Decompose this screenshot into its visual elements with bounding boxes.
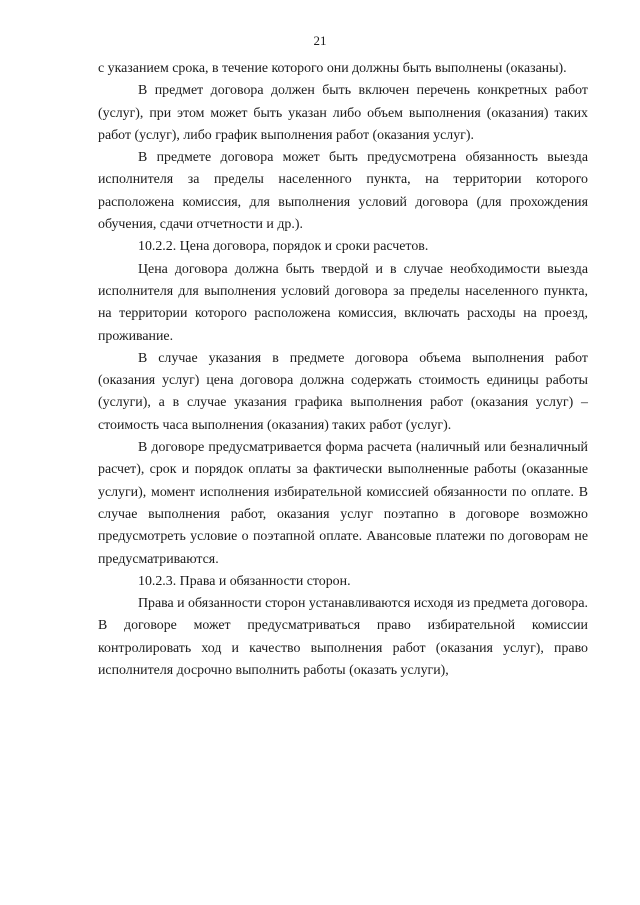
paragraph-unit-cost: В случае указания в предмете договора объема выполнения работ (оказания услуг) цена договора должна содержать стоимость единицы работы (услуги), а в случае указания графика выполнения работ (оказания услуг) – стоимость часа выполнения (оказания) таких работ (услуг). [98, 350, 588, 433]
document-body [98, 58, 588, 682]
paragraph-continuation: с указанием срока, в течение которого они должны быть выполнены (оказаны). [98, 61, 567, 76]
paragraph-payment-form: В договоре предусматривается форма расчета (наличный или безналичный расчет), срок и порядок оплаты за фактически выполненные работы (оказанные услуги), момент исполнения избирательной комиссией обязанности по оплате. В случае выполнения работ, оказания услуг поэтапно в договоре возможно предусмотреть условие о поэтапной оплате. Авансовые платежи по договорам не предусматриваются. [98, 440, 588, 567]
paragraph-travel-obligation: В предмете договора может быть предусмотрена обязанность выезда исполнителя за пределы населенного пункта, на территории которого расположена комиссия, для выполнения условий договора (для прохождения обучения, сдачи отчетности и др.). [98, 150, 588, 233]
paragraph-fixed-price: Цена договора должна быть твердой и в случае необходимости выезда исполнителя для выполнения условий договора за пределы населенного пункта, на территории которого расположена комиссия, включать расходы на проезд, проживание. [98, 261, 588, 344]
section-heading-rights: 10.2.3. Права и обязанности сторон. [138, 573, 351, 589]
section-heading-price: 10.2.2. Цена договора, порядок и сроки расчетов. [138, 239, 429, 255]
paragraph-rights-obligations: Права и обязанности сторон устанавливаются исходя из предмета договора. В договоре может предусматриваться право избирательной комиссии контролировать ход и качество выполнения работ (оказания услуг), право исполнителя досрочно выполнить работы (оказать услуги), [98, 596, 588, 679]
paragraph-subject-list: В предмет договора должен быть включен перечень конкретных работ (услуг), при этом может быть указан либо объем выполнения (оказания) таких работ (услуг), либо график выполнения работ (оказания услуг). [98, 83, 588, 143]
page-number: 21 [313, 33, 327, 48]
